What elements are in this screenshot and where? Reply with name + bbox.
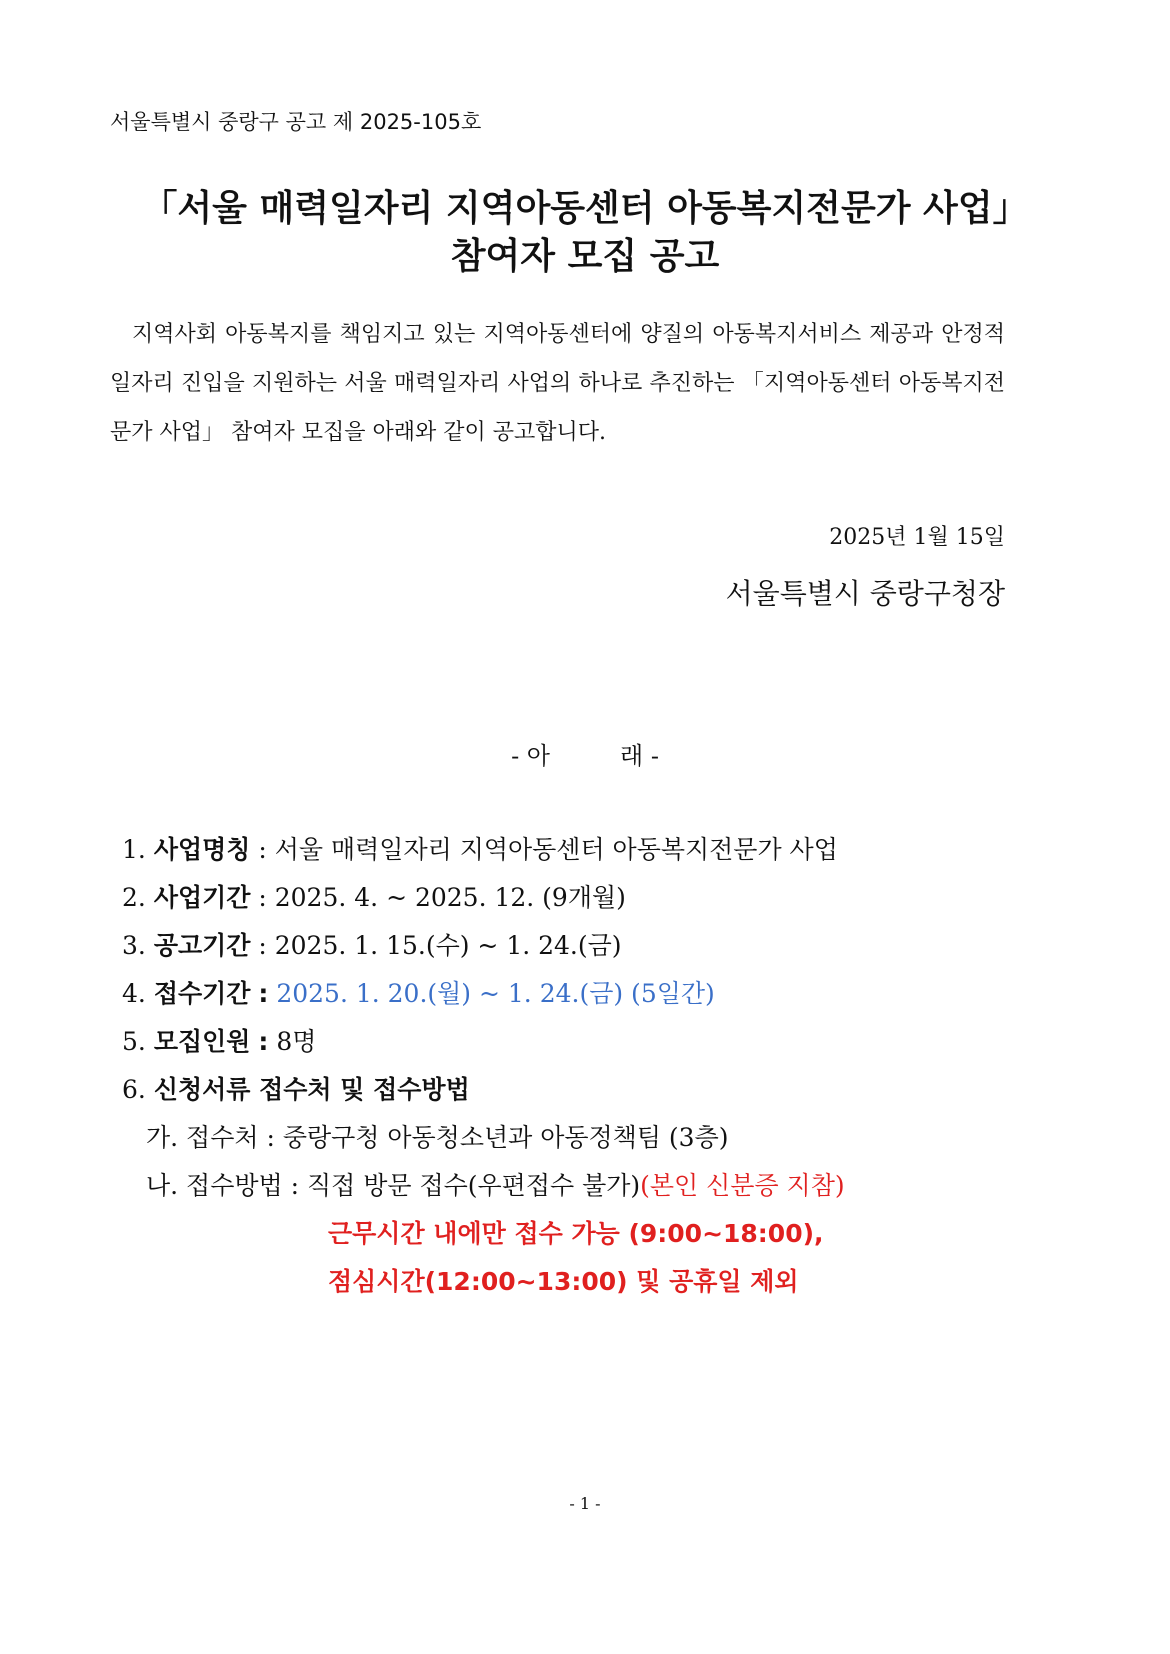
id-note: (본인 신분증 지참) [640,1171,845,1200]
notice-number: 서울특별시 중랑구 공고 제 2025-105호 [110,110,482,134]
hours-note: 근무시간 내에만 접수 가능 (9:00~18:00), [328,1219,824,1248]
hours-note: 점심시간(12:00~13:00) 및 공휴일 제외 [328,1267,799,1296]
page-number: - 1 - [569,1494,601,1513]
title-line-1: 「서울 매력일자리 지역아동센터 아동복지전문가 사업」 [141,188,1029,229]
list-item: 1. 사업명칭 : 서울 매력일자리 지역아동센터 아동복지전문가 사업 [122,835,838,864]
title-line-2: 참여자 모집 공고 [450,236,720,277]
below-heading [0,736,1170,771]
notice-date: 2025년 1월 15일 [829,525,1005,550]
list-item: 5. 모집인원 : 8명 [122,1027,317,1056]
sub-item: 나. 접수방법 : 직접 방문 접수(우편접수 불가)(본인 신분증 지참) [146,1171,845,1200]
details-list [122,826,845,1306]
sub-item: 가. 접수처 : 중랑구청 아동청소년과 아동정책팀 (3층) [146,1123,729,1152]
reception-period: 2025. 1. 20.(월) ~ 1. 24.(금) (5일간) [276,979,715,1008]
list-item: 3. 공고기간 : 2025. 1. 15.(수) ~ 1. 24.(금) [122,931,622,960]
below-heading-right: 래 - [620,742,659,770]
signer: 서울특별시 중랑구청장 [725,577,1005,610]
page-title [0,185,1170,281]
list-item: 6. 신청서류 접수처 및 접수방법 [122,1075,470,1104]
below-heading-left: - 아 [511,742,550,770]
list-item: 2. 사업기간 : 2025. 4. ~ 2025. 12. (9개월) [122,883,626,912]
intro-paragraph: 지역사회 아동복지를 책임지고 있는 지역아동센터에 양질의 아동복지서비스 제공과 안정적 일자리 진입을 지원하는 서울 매력일자리 사업의 하나로 추진하는 「지역아동센터 아동복지전문가 사업」 참여자 모집을 아래와 같이 공고합니다. [110,322,1005,445]
list-item: 4. 접수기간 : 2025. 1. 20.(월) ~ 1. 24.(금) (5일간) [122,979,715,1008]
